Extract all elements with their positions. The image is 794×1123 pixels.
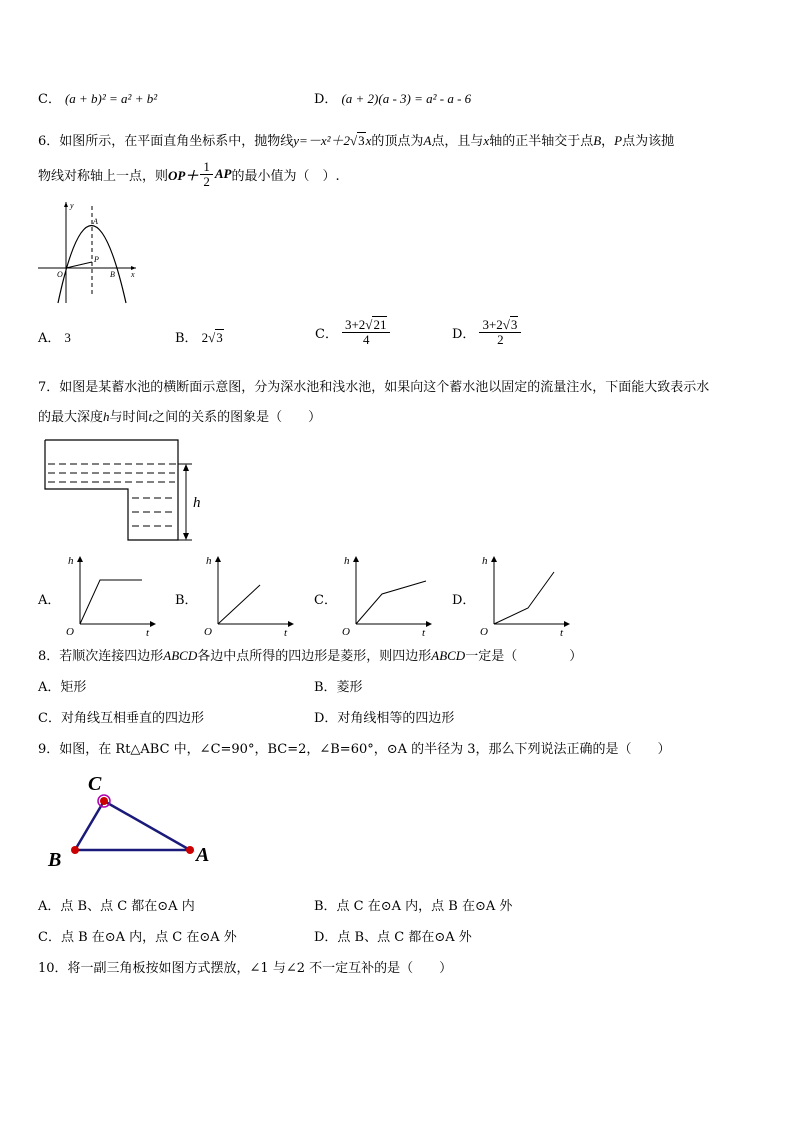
- svg-text:t: t: [422, 627, 426, 639]
- svg-text:h: h: [193, 495, 201, 511]
- svg-text:x: x: [131, 270, 135, 279]
- svg-text:y: y: [70, 201, 74, 210]
- q7-option-d-graph: [474, 552, 574, 640]
- q7-reservoir-diagram: [40, 436, 220, 546]
- q5-option-c: C． (a + b)² = a² + b²: [38, 91, 158, 107]
- q9-stem: 9．如图，在 Rt△ABC 中，∠C=90°，BC=2，∠B=60°，⊙A 的半径为 3，那么下列说法正确的是（ ）: [38, 742, 671, 757]
- q9-triangle-diagram: [40, 770, 230, 870]
- q6-option-a: A． 3: [38, 330, 71, 346]
- svg-text:t: t: [146, 627, 150, 639]
- q10-stem: 10．将一副三角板按如图方式摆放，∠1 与∠2 不一定互补的是（ ）: [38, 961, 453, 976]
- q9-option-a: A．点 B、点 C 都在⊙A 内: [38, 899, 195, 914]
- svg-text:A: A: [196, 844, 210, 866]
- svg-text:t: t: [284, 627, 288, 639]
- q7-option-d-label: D．: [452, 593, 476, 608]
- q9-option-b: B．点 C 在⊙A 内，点 B 在⊙A 外: [314, 899, 513, 914]
- q5-option-d: D． (a + 2)(a - 3) = a² - a - 6: [314, 91, 472, 107]
- q7-option-b-graph: [198, 552, 298, 640]
- q7-option-a-graph: [60, 552, 160, 640]
- svg-text:h: h: [482, 555, 488, 567]
- svg-text:C: C: [88, 773, 102, 795]
- q8-option-a: A．矩形: [38, 680, 87, 695]
- q7-stem-line1: 7．如图是某蓄水池的横断面示意图，分为深水池和浅水池，如果向这个蓄水池以固定的流量注水，下面能大致表示水: [38, 380, 710, 395]
- q7-stem-line2: 的最大深度h与时间t之间的关系的图象是（ ）: [38, 409, 322, 425]
- q8-option-c: C．对角线互相垂直的四边形: [38, 711, 204, 726]
- svg-text:O: O: [480, 626, 488, 638]
- q9-option-d: D．点 B、点 C 都在⊙A 外: [314, 930, 472, 945]
- q6-stem-line1: 6．如图所示，在平面直角坐标系中，抛物线y=－x²＋2√3x的顶点为A点，且与x轴的正半轴交于点B，P点为该抛: [38, 133, 675, 149]
- svg-text:O: O: [66, 626, 74, 638]
- svg-text:P: P: [94, 255, 99, 264]
- q6-option-d: D． $\frac{3+2√3}{2}$: [452, 318, 523, 346]
- q7-option-c-label: C．: [314, 593, 337, 608]
- q8-option-d: D．对角线相等的四边形: [314, 711, 455, 726]
- q8-stem: 8．若顺次连接四边形ABCD各边中点所得的四边形是菱形，则四边形ABCD一定是（ ）: [38, 648, 583, 664]
- q6-option-c: C． $\frac{3+2√21}{4}$: [315, 318, 392, 346]
- q6-parabola-graph: [36, 198, 140, 306]
- svg-text:h: h: [344, 555, 350, 567]
- q7-option-a-label: A．: [38, 593, 61, 608]
- svg-text:h: h: [206, 555, 212, 567]
- q7-option-c-graph: [336, 552, 436, 640]
- svg-text:O: O: [57, 270, 63, 279]
- svg-text:A: A: [93, 217, 98, 226]
- q7-option-b-label: B．: [175, 593, 198, 608]
- svg-text:h: h: [68, 555, 74, 567]
- q8-option-b: B．菱形: [314, 680, 363, 695]
- svg-text:O: O: [204, 626, 212, 638]
- svg-text:B: B: [48, 849, 62, 870]
- svg-text:B: B: [110, 270, 115, 279]
- svg-text:O: O: [342, 626, 350, 638]
- q9-option-c: C．点 B 在⊙A 内，点 C 在⊙A 外: [38, 930, 237, 945]
- q6-stem-line2: 物线对称轴上一点，则 OP＋ $\frac{1}{2}$ AP 的最小值为（ ）.: [38, 159, 340, 189]
- svg-text:t: t: [560, 627, 564, 639]
- q6-option-b: B． 2√3: [175, 330, 223, 346]
